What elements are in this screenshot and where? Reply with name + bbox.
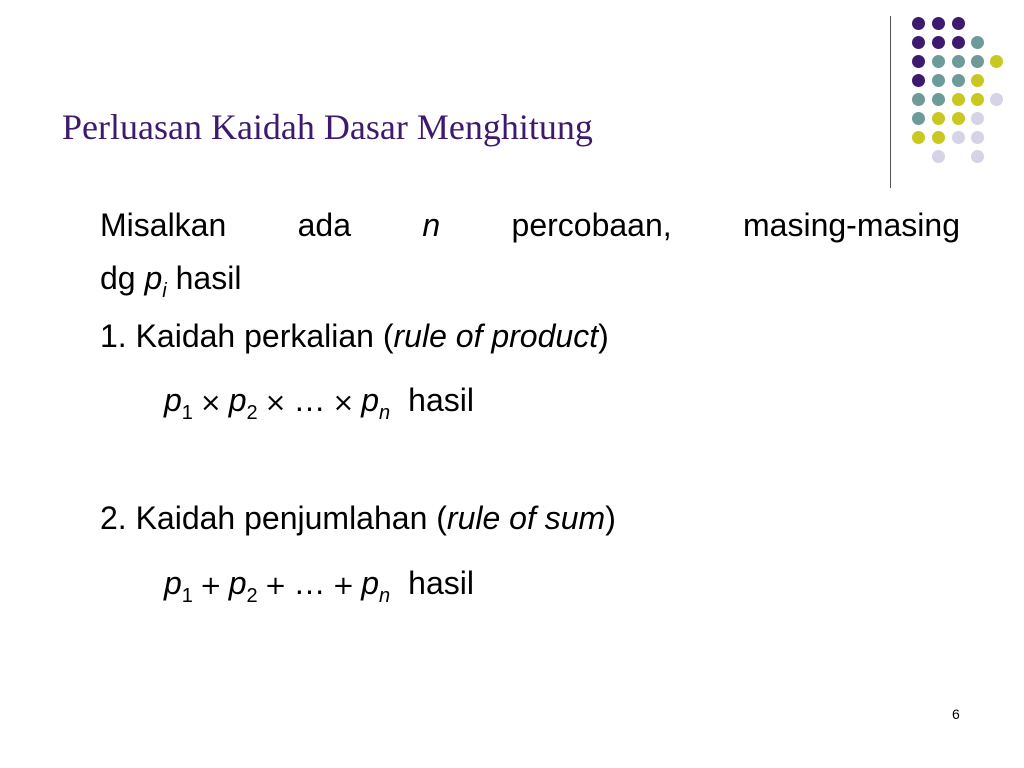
decorative-dot <box>932 36 945 49</box>
plus-operator: + <box>332 571 355 601</box>
subscript-i: i <box>162 280 167 302</box>
decorative-dot <box>912 36 925 49</box>
decorative-dot <box>971 36 984 49</box>
decorative-dot <box>912 74 925 87</box>
ellipsis: … <box>293 382 326 418</box>
variable-p: p <box>361 382 380 418</box>
rule-2-term: rule of sum <box>446 500 606 536</box>
decorative-dot <box>932 112 945 125</box>
intro-line-1 <box>100 204 960 246</box>
decorative-dot <box>952 36 965 49</box>
subscript-n: n <box>379 585 391 607</box>
intro-word: Misalkan <box>100 207 227 243</box>
subscript-1: 1 <box>181 585 193 607</box>
decorative-dot <box>952 131 965 144</box>
decorative-dot <box>952 74 965 87</box>
decorative-dot <box>912 55 925 68</box>
intro-line-2 <box>100 260 242 302</box>
decorative-dot <box>952 55 965 68</box>
variable-p: p <box>228 565 247 601</box>
decorative-dot <box>912 131 925 144</box>
decorative-dot <box>990 93 1003 106</box>
intro-word: hasil <box>175 260 242 296</box>
decorative-dot <box>932 93 945 106</box>
rule-1-term: rule of product <box>393 318 599 354</box>
subscript-2: 2 <box>246 585 258 607</box>
decorative-dot <box>912 17 925 30</box>
decorative-dot <box>952 93 965 106</box>
result-word: hasil <box>408 565 474 601</box>
rule-2-prefix: 2. Kaidah penjumlahan ( <box>100 500 447 536</box>
decorative-dot <box>971 131 984 144</box>
rule-1-formula <box>164 382 474 424</box>
decorative-dot <box>952 17 965 30</box>
decorative-dot <box>932 17 945 30</box>
intro-word: ada <box>297 207 352 243</box>
intro-word: masing-masing <box>743 207 960 243</box>
subscript-2: 2 <box>246 402 258 424</box>
decorative-dot <box>912 112 925 125</box>
intro-word: percobaan, <box>511 207 672 243</box>
subscript-1: 1 <box>181 402 193 424</box>
variable-p: p <box>228 382 247 418</box>
variable-p: p <box>164 382 182 418</box>
rule-1-prefix: 1. Kaidah perkalian ( <box>100 318 394 354</box>
rule-1-heading <box>100 318 609 355</box>
rule-2-formula <box>164 565 474 607</box>
decorative-dot <box>971 74 984 87</box>
title-divider <box>890 16 891 188</box>
decorative-dot <box>932 74 945 87</box>
times-operator: × <box>199 388 222 418</box>
decorative-dot <box>971 150 984 163</box>
decorative-dot <box>932 55 945 68</box>
variable-p: p <box>164 565 182 601</box>
result-word: hasil <box>408 382 474 418</box>
intro-variable-n: n <box>422 207 441 243</box>
decorative-dot <box>932 150 945 163</box>
ellipsis: … <box>293 565 326 601</box>
plus-operator: + <box>264 571 287 601</box>
rule-2-heading <box>100 500 616 537</box>
decorative-dot <box>932 131 945 144</box>
times-operator: × <box>264 388 287 418</box>
variable-p: p <box>361 565 380 601</box>
intro-word: dg <box>100 260 136 296</box>
decorative-dot <box>952 112 965 125</box>
decorative-dot <box>971 93 984 106</box>
decorative-dot <box>990 55 1003 68</box>
rule-2-suffix: ) <box>605 500 616 536</box>
page-number: 6 <box>952 706 960 722</box>
subscript-n: n <box>379 402 391 424</box>
rule-1-suffix: ) <box>598 318 609 354</box>
variable-p: p <box>144 260 163 296</box>
decorative-dot <box>912 93 925 106</box>
decorative-dot <box>971 112 984 125</box>
plus-operator: + <box>199 571 222 601</box>
slide-title: Perluasan Kaidah Dasar Menghitung <box>62 107 593 147</box>
times-operator: × <box>332 388 355 418</box>
decorative-dot <box>971 55 984 68</box>
